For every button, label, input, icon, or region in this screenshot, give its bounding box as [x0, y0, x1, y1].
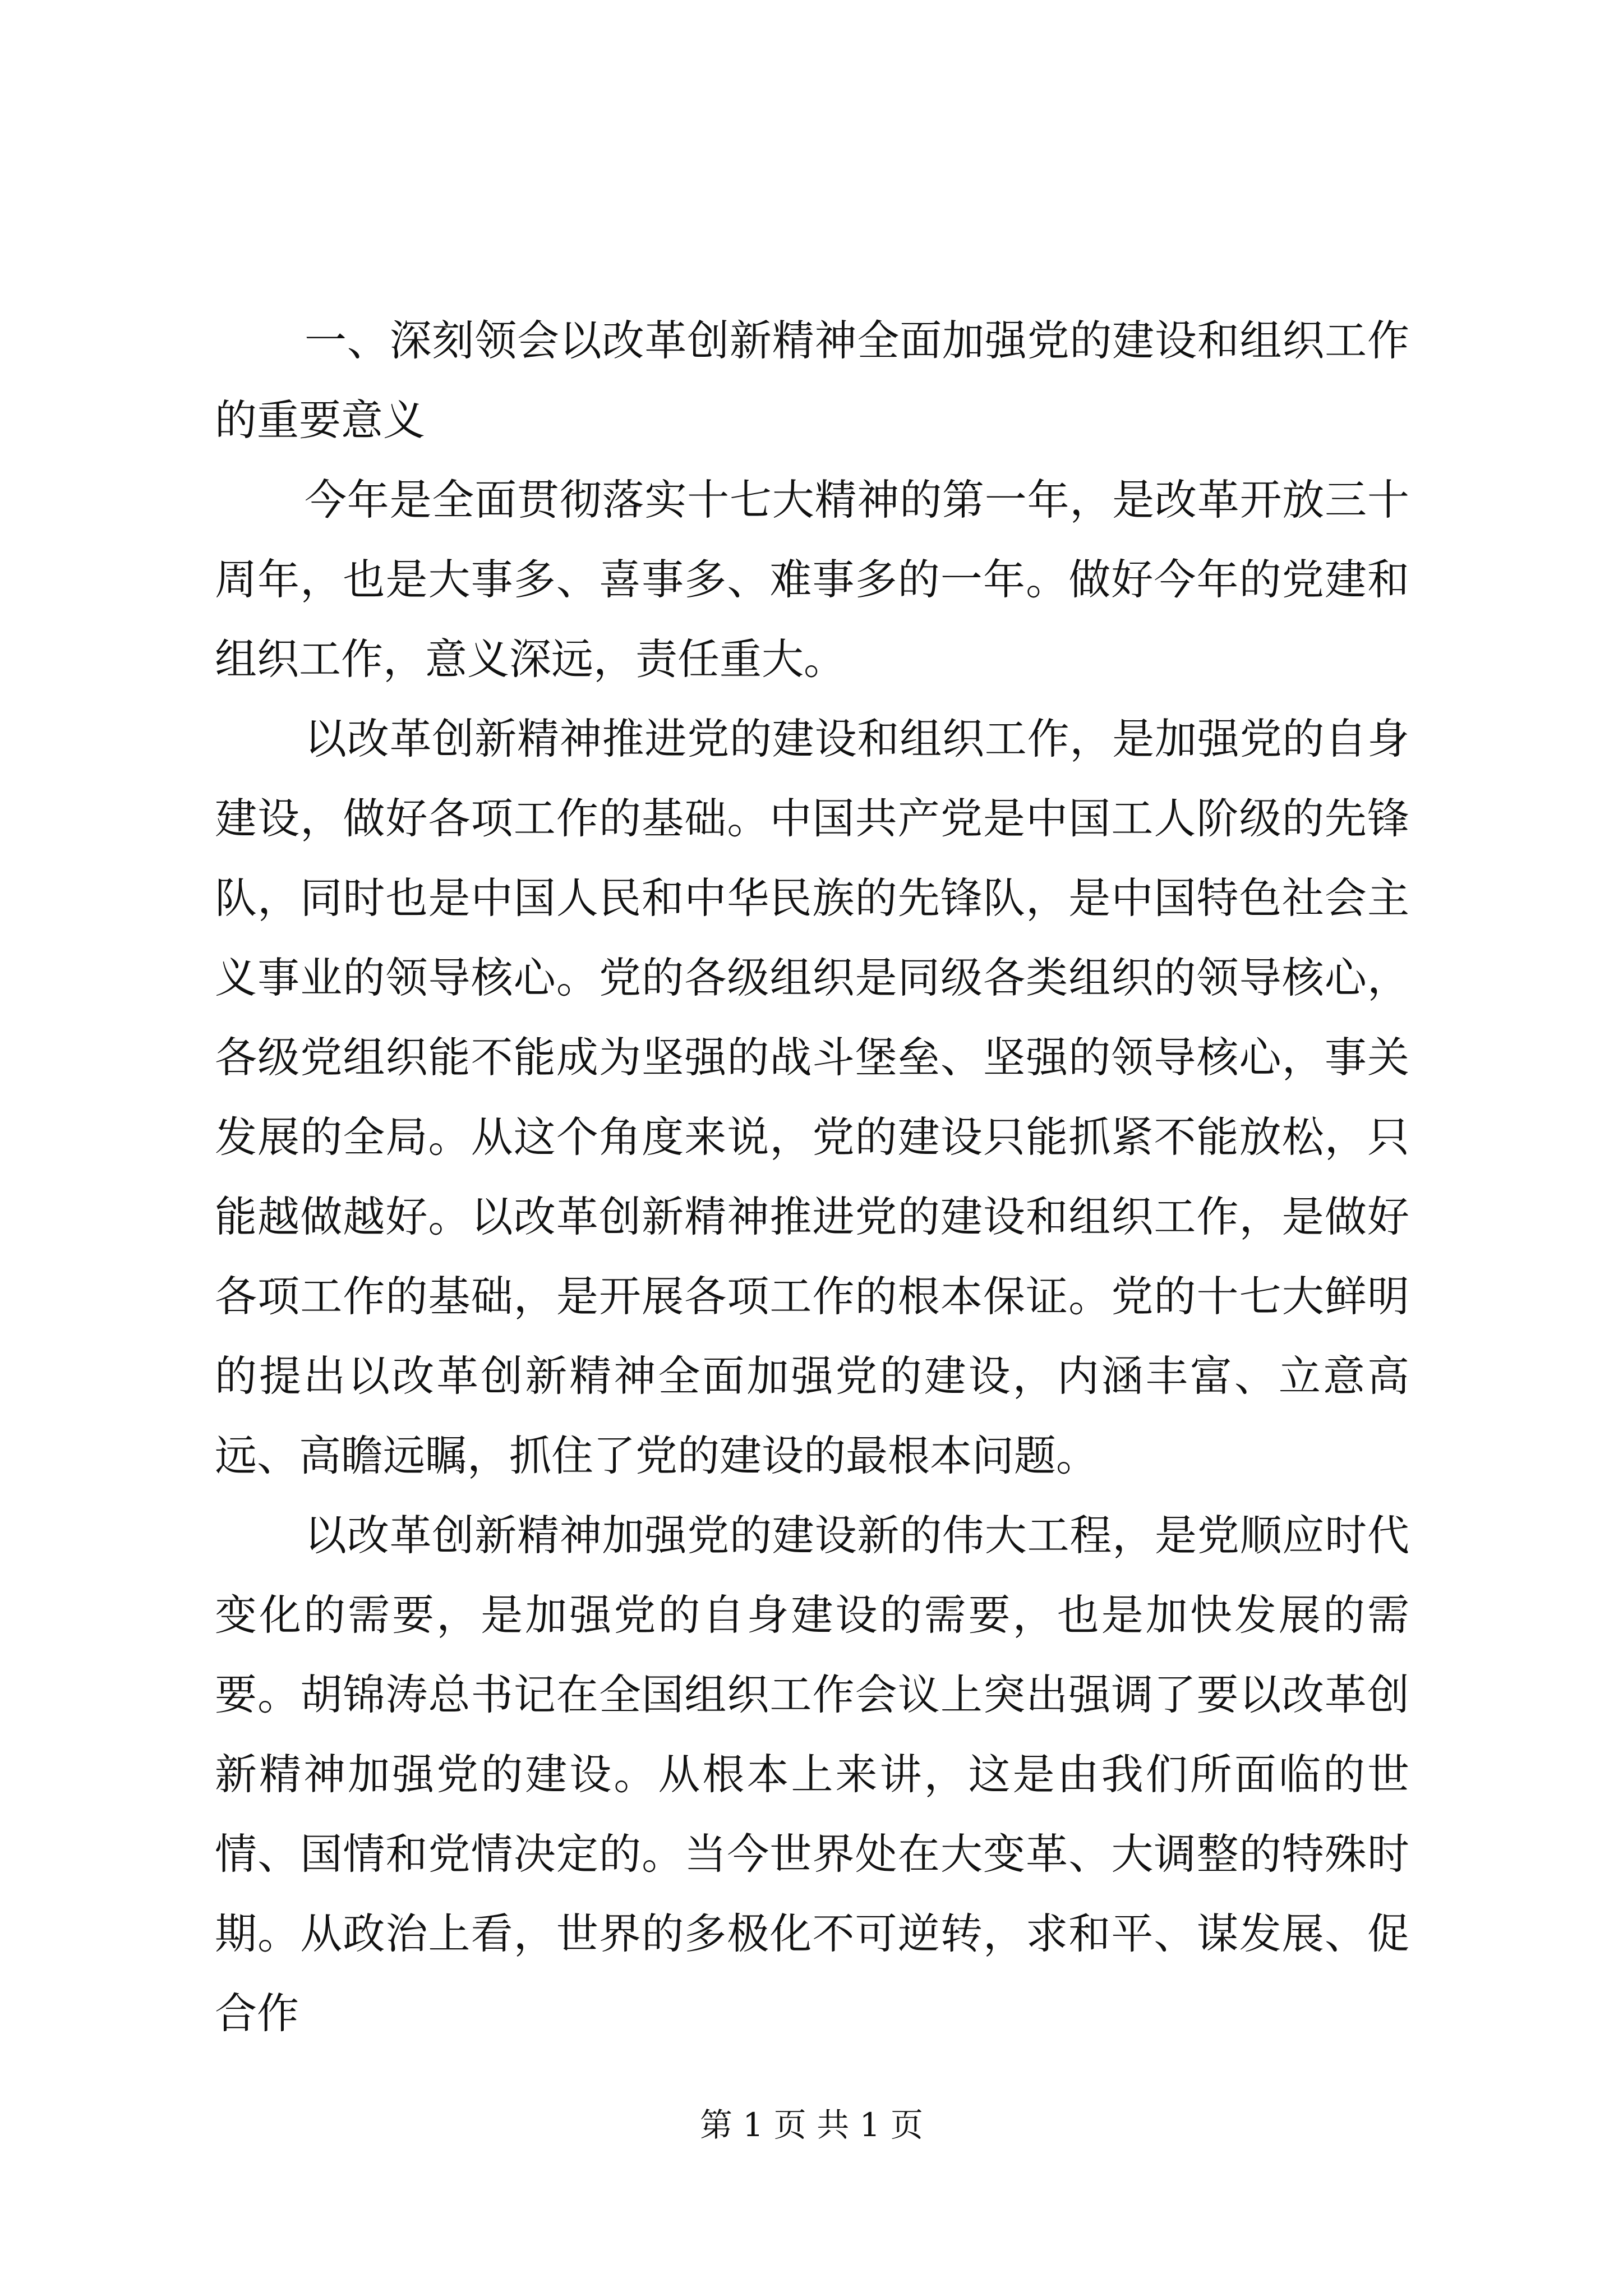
body-paragraph: 以改革创新精神推进党的建设和组织工作，是加强党的自身建设，做好各项工作的基础。中国共产党是中国工人阶级的先锋队，同时也是中国人民和中华民族的先锋队，是中国特色社会主义事业的领导核心。党的各级组织是同级各类组织的领导核心，各级党组织能不能成为坚强的战斗堡垒、坚强的领导核心，事关发展的全局。从这个角度来说，党的建设只能抓紧不能放松，只能越做越好。以改革创新精神推进党的建设和组织工作，是做好各项工作的基础，是开展各项工作的根本保证。党的十七大鲜明的提出以改革创新精神全面加强党的建设，内涵丰富、立意高远、高瞻远瞩，抓住了党的建设的最根本问题。: [215, 714, 1409, 1480]
body-paragraph: 以改革创新精神加强党的建设新的伟大工程，是党顺应时代变化的需要，是加强党的自身建设的需要，也是加快发展的需要。胡锦涛总书记在全国组织工作会议上突出强调了要以改革创新精神加强党的建设。从根本上来讲，这是由我们所面临的世情、国情和党情决定的。当今世界处在大变革、大调整的特殊时期。从政治上看，世界的多极化不可逆转，求和平、谋发展、促合作: [215, 1511, 1409, 2038]
page-footer: 第 1 页 共 1 页: [700, 2106, 923, 2144]
section-heading: 一、深刻领会以改革创新精神全面加强党的建设和组织工作的重要意义: [215, 316, 1409, 445]
document-body: [215, 301, 1409, 2053]
body-paragraph: 今年是全面贯彻落实十七大精神的第一年，是改革开放三十周年，也是大事多、喜事多、难事多的一年。做好今年的党建和组织工作，意义深远，责任重大。: [215, 475, 1409, 684]
